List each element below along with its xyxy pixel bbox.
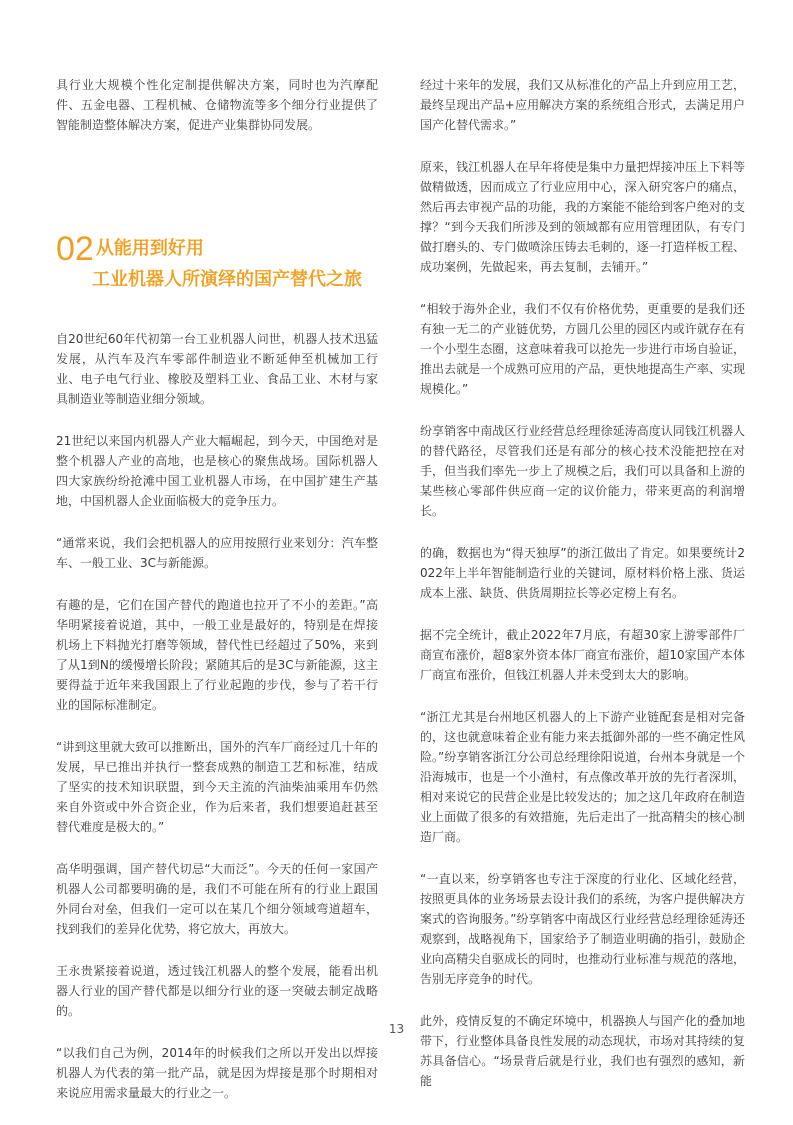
body-paragraph: 21世纪以来国内机器人产业大幅崛起，到今天，中国绝对是整个机器人产业的高地，也是核心的聚焦战场。国际机器人四大家族纷纷抢滩中国工业机器人市场，在中国扩建生产基地，中国机器人企业面临极大的竞争压力。 xyxy=(56,434,378,508)
body-paragraph: 高华明强调，国产替代切忌“大而泛”。今天的任何一家国产机器人公司都要明确的是，我们不可能在所有的行业上跟国外同台对垒，但我们一定可以在某几个细分领域弯道超车，找到我们的差异化优势，将它放大，再放大。 xyxy=(56,862,378,936)
body-paragraph: 的确，数据也为“得天独厚”的浙江做出了肯定。如果要统计2022年上半年智能制造行业的关键词，原材料价格上涨、货运成本上涨、缺货、供货周期拉长等必定榜上有名。 xyxy=(420,546,745,600)
body-paragraph: 经过十来年的发展，我们又从标准化的产品上升到应用工艺，最终呈现出产品+应用解决方案的系统组合形式，去满足用户国产化替代需求。” xyxy=(420,78,745,132)
body-paragraph: 王永贵紧接着说道，透过钱江机器人的整个发展，能看出机器人行业的国产替代都是以细分行业的逐一突破去制定战略的。 xyxy=(56,964,378,1018)
body-paragraph: 纷享销客中南战区行业经营总经理徐延涛高度认同钱江机器人的替代路径，尽管我们还是有部分的核心技术没能把控在对手，但当我们率先一步上了规模之后，我们可以具备和上游的某些核心零部件供应商一定的议价能力，带来更高的利润增长。 xyxy=(420,424,745,518)
body-paragraph: “一直以来，纷享销客也专注于深度的行业化、区域化经营，按照更具体的业务场景去设计我们的系统，为客户提供解决方案式的咨询服务。”纷享销客中南战区行业经营总经理徐延涛还观察到，战略视角下，国家给予了制造业明确的指引，鼓励企业向高精尖自驱成长的同时，也推动行业标准与规范的落地，告别无序竞争的时代。 xyxy=(420,872,745,986)
body-paragraph: “通常来说，我们会把机器人的应用按照行业来划分：汽车整车、一般工业、3C与新能源。 xyxy=(56,536,378,570)
body-paragraph: 据不完全统计，截止2022年7月底，有超30家上游零部件厂商宣布涨价，超8家外资本体厂商宣布涨价，超10家国产本体厂商宣布涨价，但钱江机器人并未受到太大的影响。 xyxy=(420,628,745,682)
body-paragraph: 有趣的是，它们在国产替代的跑道也拉开了不小的差距。”高华明紧接着说道，其中，一般工业是最好的，特别是在焊接机场上下料抛光打磨等领域，替代性已经超过了50%，来到了从1到N的缓慢增长阶段；紧随其后的是3C与新能源，这主要得益于近年来我国跟上了行业起跑的步伐，参与了若干行业的国际标准制定。 xyxy=(56,598,378,712)
right-column xyxy=(420,75,745,1113)
body-paragraph: 此外，疫情反复的不确定环境中，机器换人与国产化的叠加地带下，行业整体具备良性发展的动态现状，市场对其持续的复苏具备信心。“场景背后就是行业，我们也有强烈的感知，新能 xyxy=(420,1014,745,1088)
body-paragraph: “相较于海外企业，我们不仅有价格优势，更重要的是我们还有独一无二的产业链优势，方圆几公里的园区内或许就存在有一个小型生态圈，这意味着我可以抢先一步进行市场自验证，推出去就是一个成熟可应用的产品，更快地提高生产率、实现规模化。” xyxy=(420,302,745,396)
left-column xyxy=(56,75,378,1125)
section-title-line2: 工业机器人所演绎的国产替代之旅 xyxy=(92,269,362,290)
intro-paragraph: 具行业大规模个性化定制提供解决方案，同时也为汽摩配件、五金电器、工程机械、仓储物流等多个细分行业提供了智能制造整体解决方案，促进产业集群协同发展。 xyxy=(56,78,378,132)
body-paragraph: 原来，钱江机器人在早年将使是集中力量把焊接冲压上下料等做精做透，因而成立了行业应用中心，深入研究客户的痛点，然后再去审视产品的功能，我的方案能不能给到客户绝对的支撑？“到今天我们所涉及到的领域都有应用管理团队，有专门做打磨头的、专门做喷涂压铸去毛刺的，逐一打造样板工程、成功案例，先做起来，再去复制，去铺开。” xyxy=(420,160,745,274)
body-paragraph: 自20世纪60年代初第一台工业机器人问世，机器人技术迅猛发展，从汽车及汽车零部件制造业不断延伸至机械加工行业、电子电气行业、橡胶及塑料工业、食品工业、木材与家具制造业等制造业细分领域。 xyxy=(56,332,378,406)
body-paragraph: “浙江尤其是台州地区机器人的上下游产业链配套是相对完备的，这也就意味着企业有能力来去抵御外部的一些不确定性风险。”纷享销客浙江分公司总经理徐阳说道，台州本身就是一个沿海城市，也是一个小渔村，有点像改革开放的先行者深圳，相对来说它的民营企业是比较发达的；加之这几年政府在制造业上面做了很多的有效措施，先后走出了一批高精尖的核心制造厂商。 xyxy=(420,710,745,844)
section-number: 02 xyxy=(56,230,94,268)
section-title-line1: 从能用到好用 xyxy=(95,238,204,259)
section-heading xyxy=(56,231,378,293)
page-number: 13 xyxy=(388,1022,405,1036)
body-paragraph: “以我们自己为例，2014年的时候我们之所以开发出以焊接机器人为代表的第一批产品，就是因为焊接是那个时期相对来说应用需求量最大的行业之一。 xyxy=(56,1046,378,1100)
body-paragraph: “讲到这里就大致可以推断出，国外的汽车厂商经过几十年的发展，早已推出并执行一整套成熟的制造工艺和标准，结成了坚实的技术知识联盟，到今天主流的汽油柴油乘用车仍然来自外资或中外合资企业，作为后来者，我们想要追赶甚至替代难度是极大的。” xyxy=(56,740,378,834)
